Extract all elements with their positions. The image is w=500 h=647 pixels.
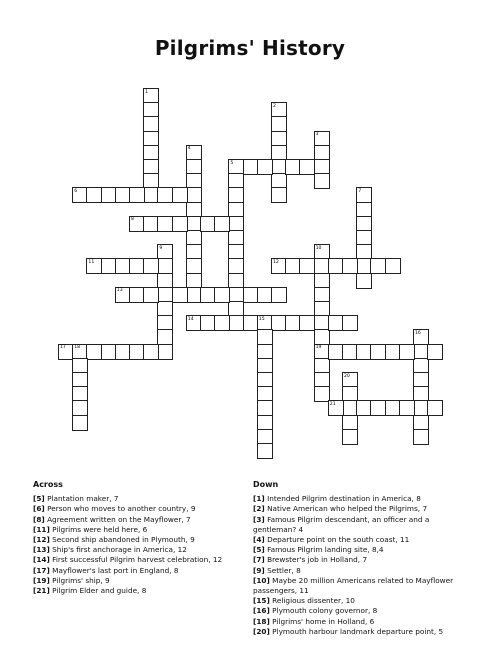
grid-cell[interactable] — [172, 216, 188, 232]
down-clue — [253, 627, 463, 637]
clue-text: Second ship abandoned in Plymouth, 9 — [49, 535, 195, 545]
down-clue — [253, 504, 463, 514]
clue-number: [2] — [253, 504, 265, 514]
across-clue — [33, 545, 238, 555]
cell-number: 15 — [258, 316, 265, 322]
clue-text: Plymouth harbour landmark departure point, 5 — [269, 626, 444, 636]
across-clue — [33, 586, 238, 596]
clue-number: [5] — [33, 494, 45, 504]
down-clue — [253, 545, 463, 555]
clue-text: Plymouth colony governor, 8 — [269, 606, 378, 616]
cell-number: 3 — [315, 132, 319, 138]
clue-number: [6] — [33, 504, 45, 514]
clue-text: Plantation maker, 7 — [44, 494, 119, 504]
down-clue — [253, 494, 463, 504]
across-clue — [33, 576, 238, 586]
clue-text: Intended Pilgrim destination in America, 8 — [264, 494, 421, 504]
clue-number: [7] — [253, 555, 265, 565]
grid-cell[interactable] — [399, 400, 415, 416]
clue-text: Brewster's job in Holland, 7 — [264, 555, 368, 565]
across-clue — [33, 515, 238, 525]
grid-cell[interactable] — [342, 258, 358, 274]
cell-number: 8 — [131, 217, 134, 223]
down-clue — [253, 576, 463, 596]
clue-text: Famous Pilgrim descendant, an officer and a gentleman? 4 — [253, 514, 430, 534]
grid-cell[interactable] — [342, 429, 358, 445]
cell-number: 5 — [230, 160, 234, 166]
grid-cell[interactable] — [172, 187, 188, 203]
cell-number: 13 — [116, 288, 123, 294]
cell-number: 9 — [159, 245, 163, 251]
clue-number: [11] — [33, 524, 50, 534]
clue-text: Pilgrims' ship, 9 — [49, 575, 110, 585]
across-clue — [33, 504, 238, 514]
grid-cell[interactable] — [214, 315, 230, 331]
clue-text: Settler, 8 — [264, 565, 301, 575]
across-clue — [33, 566, 238, 576]
down-clue — [253, 566, 463, 576]
clue-number: [18] — [253, 616, 270, 626]
clue-text: Person who moves to another country, 9 — [44, 504, 196, 514]
down-clue — [253, 596, 463, 606]
grid-cell[interactable] — [157, 344, 173, 360]
clue-number: [15] — [253, 596, 270, 606]
clue-text: First successful Pilgrim harvest celebration, 12 — [49, 555, 223, 565]
across-clue-list — [33, 494, 238, 596]
down-clues — [253, 480, 463, 637]
cell-number: 17 — [60, 345, 66, 351]
cell-number: 16 — [415, 330, 421, 336]
across-clue — [33, 555, 238, 565]
clue-text: Famous Pilgrim landing site, 8,4 — [264, 545, 384, 555]
clue-text: Pilgrims were held here, 6 — [49, 524, 148, 534]
down-clue — [253, 606, 463, 616]
clue-text: Departure point on the south coast, 11 — [264, 535, 410, 545]
grid-cell[interactable] — [257, 443, 273, 459]
clue-text: Native American who helped the Pilgrims, 7 — [264, 504, 428, 514]
clue-number: [8] — [33, 514, 45, 524]
cell-number: 2 — [273, 103, 276, 109]
clue-number: [13] — [33, 545, 50, 555]
cell-number: 14 — [187, 316, 194, 322]
clue-number: [20] — [253, 626, 270, 636]
cell-number: 10 — [315, 245, 322, 251]
clue-text: Religious dissenter, 10 — [269, 596, 355, 606]
grid-cell[interactable] — [385, 258, 401, 274]
puzzle-title: Pilgrims' History — [154, 36, 346, 60]
grid-cell[interactable] — [271, 187, 287, 203]
cell-number: 18 — [74, 345, 81, 351]
clue-number: [9] — [253, 565, 265, 575]
grid-cell[interactable] — [413, 429, 429, 445]
grid-cell[interactable] — [427, 344, 443, 360]
clue-number: [1] — [253, 494, 265, 504]
grid-cell[interactable] — [328, 400, 344, 416]
cell-number: 12 — [273, 259, 279, 265]
cell-number: 20 — [344, 373, 350, 379]
clue-number: [5] — [253, 545, 265, 555]
grid-cell[interactable] — [172, 287, 188, 303]
grid-cell[interactable] — [299, 315, 315, 331]
grid-cell[interactable] — [427, 400, 443, 416]
grid-cell[interactable] — [356, 273, 372, 289]
across-clue — [33, 494, 238, 504]
cell-number: 7 — [358, 188, 362, 194]
cell-number: 11 — [88, 259, 95, 265]
clue-number: [3] — [253, 514, 265, 524]
cell-number: 6 — [74, 188, 78, 194]
across-heading: Across — [33, 480, 63, 489]
down-clue — [253, 617, 463, 627]
cell-number: 1 — [145, 89, 149, 95]
clue-number: [12] — [33, 535, 50, 545]
down-clue — [253, 555, 463, 565]
grid-cell[interactable] — [214, 216, 230, 232]
across-clue — [33, 535, 238, 545]
grid-cell[interactable] — [271, 287, 287, 303]
grid-cell[interactable] — [129, 187, 145, 203]
clue-text: Ship's first anchorage in America, 12 — [49, 545, 187, 555]
clue-text: Maybe 20 million Americans related to Mayflower passengers, 11 — [253, 575, 454, 596]
grid-cell[interactable] — [342, 315, 358, 331]
across-clues — [33, 480, 238, 596]
grid-cell[interactable] — [257, 159, 273, 175]
grid-cell[interactable] — [314, 173, 330, 189]
cell-number: 21 — [329, 401, 336, 407]
cell-number: 4 — [187, 146, 191, 152]
down-clue — [253, 535, 463, 545]
clue-text: Agreement written on the Mayflower, 7 — [44, 514, 191, 524]
clue-text: Pilgrim Elder and guide, 8 — [49, 586, 147, 596]
down-heading: Down — [253, 480, 279, 489]
clue-number: [4] — [253, 535, 265, 545]
grid-cell[interactable] — [143, 258, 159, 274]
grid-cell[interactable] — [143, 287, 159, 303]
clue-text: Mayflower's last port in England, 8 — [49, 565, 179, 575]
grid-cell[interactable] — [399, 344, 415, 360]
clue-number: [14] — [33, 555, 50, 565]
clue-number: [10] — [253, 575, 270, 585]
down-clue-list — [253, 494, 463, 637]
grid-cell[interactable] — [299, 159, 315, 175]
across-clue — [33, 525, 238, 535]
grid-cell[interactable] — [214, 287, 230, 303]
down-clue — [253, 515, 463, 535]
cell-number: 19 — [315, 345, 322, 351]
grid-cell[interactable] — [299, 258, 315, 274]
clue-number: [17] — [33, 565, 50, 575]
grid-cell[interactable] — [143, 344, 159, 360]
clue-number: [19] — [33, 575, 50, 585]
clue-text: Pilgrims' home in Holland, 6 — [269, 616, 375, 626]
clue-number: [21] — [33, 586, 50, 596]
clue-number: [16] — [253, 606, 270, 616]
grid-cell[interactable] — [72, 415, 88, 431]
